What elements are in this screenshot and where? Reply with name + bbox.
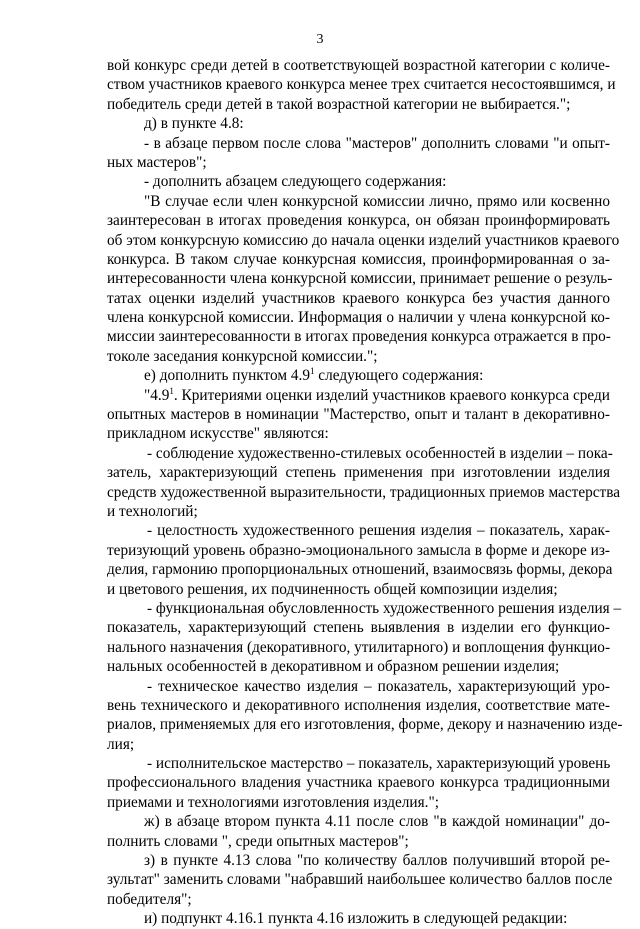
text-line	[107, 56, 610, 75]
text-line	[107, 909, 610, 928]
text-line-content: приемами и технологиями изготовления изделия.";	[107, 793, 439, 811]
text-line-content: з) в пункте 4.13 слова "по количеству баллов получивший второй ре-	[144, 852, 610, 870]
text-line	[107, 890, 610, 909]
text-line	[107, 192, 610, 211]
text-line-content: средств художественной выразительности, традиционных приемов мастерства	[107, 483, 621, 501]
text-line	[107, 851, 610, 870]
text-line	[107, 95, 610, 114]
text-line-content: полнить словами ", среди опытных мастеров";	[107, 832, 409, 850]
text-line-continuation: . Критериями оценки изделий участников краевого конкурса среди	[173, 386, 610, 404]
text-line	[107, 134, 610, 153]
text-line	[107, 638, 610, 657]
text-line-content: заинтересован в итогах проведения конкурса, он обязан проинформировать	[107, 212, 610, 230]
text-line	[107, 541, 610, 560]
text-line	[107, 677, 610, 696]
text-line	[107, 231, 620, 250]
text-line-content: - исполнительское мастерство – показатель, характеризующий уровень	[147, 755, 611, 773]
text-line	[107, 269, 613, 288]
text-line	[107, 832, 610, 851]
text-line	[107, 211, 610, 230]
text-line-content: теризующий уровень образно-эмоционального замысла в форме и декоре из-	[107, 541, 610, 559]
text-line	[107, 250, 610, 269]
text-line	[107, 812, 610, 831]
text-line-content: д) в пункте 4.8:	[144, 115, 244, 133]
text-line-content: - в абзаце первом после слова "мастеров" дополнить словами "и опыт-	[144, 134, 610, 152]
text-line-content: интересованности члена конкурсной комиссии, принимает решение о резуль-	[107, 270, 613, 288]
text-line-content: нальных особенностей в декоративном и образном решении изделия;	[107, 658, 560, 676]
text-line	[107, 366, 610, 385]
text-line	[107, 289, 610, 308]
text-line	[107, 599, 622, 618]
text-line-content: миссии заинтересованности в итогах проведения конкурса отражается в про-	[107, 328, 611, 346]
text-line-content: лия;	[107, 735, 135, 753]
text-line	[107, 502, 610, 521]
text-line-content: ж) в абзаце втором пункта 4.11 после слов "в каждой номинации" до-	[144, 813, 610, 831]
text-line-content: - соблюдение художественно-стилевых особенностей в изделии – пока-	[147, 444, 613, 462]
text-line	[107, 463, 610, 482]
text-line-content: конкурса. В таком случае конкурсная комиссия, проинформированная о за-	[107, 250, 610, 268]
text-line-content: вень технического и декоративного исполнения изделия, соответствие мате-	[107, 696, 610, 714]
text-line-content: делия, гармонию пропорциональных отношений, взаимосвязь формы, декора	[107, 561, 613, 579]
text-line-content: ных мастеров";	[107, 153, 207, 171]
text-line-content: победитель среди детей в такой возрастной категории не выбирается.";	[107, 95, 571, 113]
text-line-content: и) подпункт 4.16.1 пункта 4.16 изложить в следующей редакции:	[144, 910, 568, 928]
text-line-content: - техническое качество изделия – показатель, характеризующий уро-	[147, 677, 610, 695]
text-line	[107, 327, 610, 346]
text-line	[107, 521, 610, 540]
text-line	[107, 114, 610, 133]
text-line	[107, 793, 610, 812]
text-line-content: - функциональная обусловленность художественного решения изделия –	[147, 599, 622, 617]
text-line-content: татах оценки изделий участников краевого конкурса без участия данного	[107, 289, 610, 307]
text-line-content: победителя";	[107, 890, 192, 908]
text-line	[107, 75, 616, 94]
text-line-content: зультат" заменить словами "набравший наибольшее количество баллов после	[107, 871, 613, 889]
text-line-content: - целостность художественного решения изделия – показатель, харак-	[147, 522, 610, 540]
text-line	[107, 773, 610, 792]
text-line	[107, 735, 610, 754]
text-line	[107, 560, 613, 579]
text-line	[107, 308, 610, 327]
superscript: 1	[169, 385, 174, 396]
text-line-content: е) дополнить пунктом 4.9	[144, 367, 310, 385]
text-line-content: ством участников краевого конкурса менее трех считается несостоявшимся, и	[107, 76, 616, 94]
text-line	[107, 754, 610, 773]
text-line	[107, 347, 610, 366]
text-line	[107, 172, 610, 191]
text-line-content: и технологий;	[107, 502, 198, 520]
text-line-content: "В случае если член конкурсной комиссии лично, прямо или косвенно	[144, 192, 610, 210]
text-line-content: вой конкурс среди детей в соответствующей возрастной категории с количе-	[107, 57, 610, 74]
page-number: 3	[316, 32, 324, 47]
text-line-content: риалов, применяемых для его изготовления, форме, декору и назначению изде-	[107, 716, 623, 734]
text-line	[107, 715, 623, 734]
text-line-content: прикладном искусстве" являются:	[107, 425, 329, 443]
text-line	[107, 657, 610, 676]
text-line-content: - дополнить абзацем следующего содержания:	[144, 173, 447, 191]
text-line	[107, 405, 610, 424]
text-line-content: "4.9	[144, 386, 170, 404]
text-line	[107, 696, 610, 715]
text-line	[107, 444, 613, 463]
text-line-content: члена конкурсной комиссии. Информация о наличии у члена конкурсной ко-	[107, 309, 610, 327]
text-line-content: опытных мастеров в номинации "Мастерство, опыт и талант в декоративно-	[107, 406, 610, 424]
text-line	[107, 424, 610, 443]
text-line	[107, 153, 610, 172]
superscript: 1	[309, 366, 315, 377]
text-line	[107, 483, 621, 502]
text-line	[107, 870, 613, 889]
text-line-content: и цветового решения, их подчиненность общей композиции изделия;	[107, 580, 558, 598]
text-line	[107, 618, 610, 637]
text-line-content: нального назначения (декоративного, утилитарного) и воплощения функцио-	[107, 638, 611, 656]
text-line-content: профессионального владения участника краевого конкурса традиционными	[107, 774, 610, 792]
text-line	[107, 580, 610, 599]
text-line-content: затель, характеризующий степень применения при изготовлении изделия	[107, 464, 610, 482]
text-line	[107, 386, 610, 405]
text-line-content: об этом конкурсную комиссию до начала оценки изделий участников краевого	[107, 231, 620, 249]
text-line-content: токоле заседания конкурсной комиссии.";	[107, 347, 378, 365]
text-line-content: показатель, характеризующий степень выявления в изделии его функцио-	[107, 619, 610, 637]
text-line-continuation: следующего содержания:	[314, 367, 484, 385]
document-body	[107, 56, 623, 929]
